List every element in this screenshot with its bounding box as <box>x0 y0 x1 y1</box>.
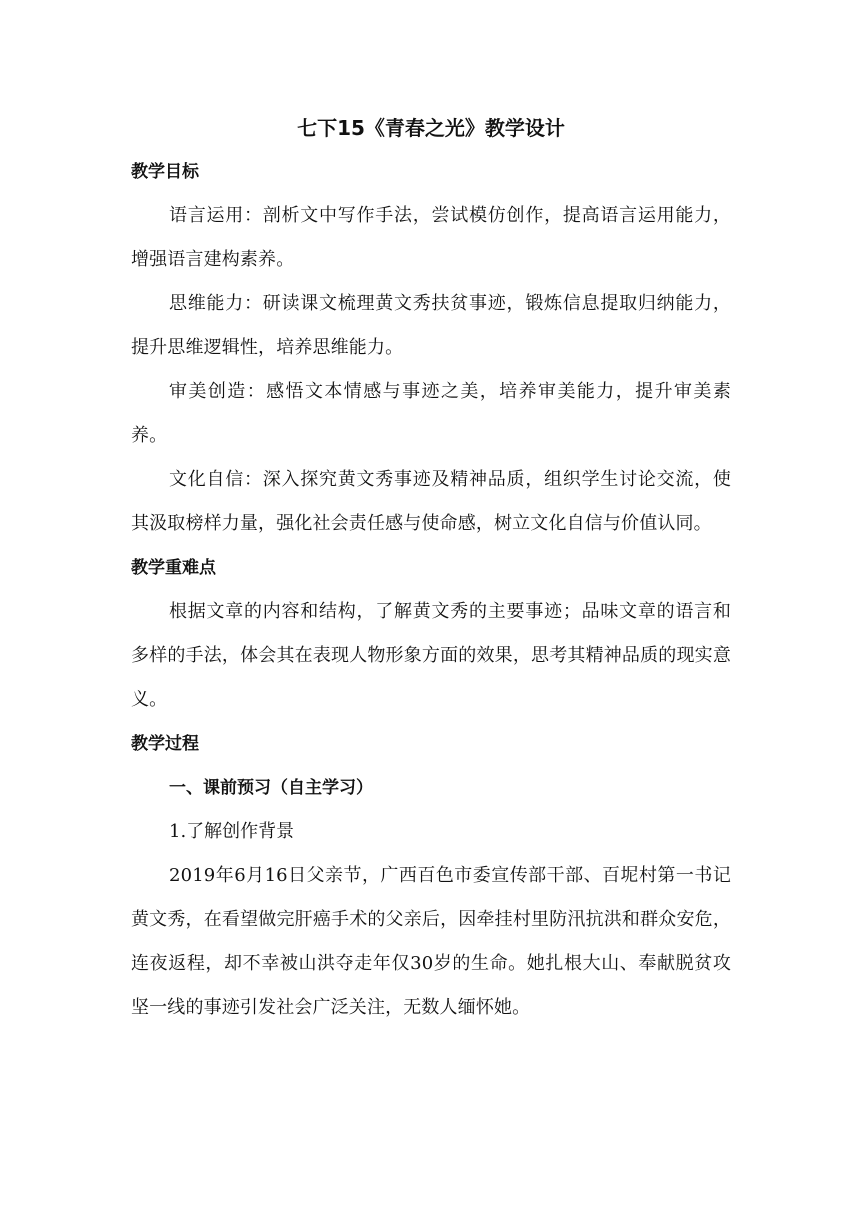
objective-culture: 文化自信：深入探究黄文秀事迹及精神品质，组织学生讨论交流，使其汲取榜样力量，强化社会责任感与使命感，树立文化自信与价值认同。 <box>131 469 731 534</box>
document-title: 七下15《青春之光》教学设计 <box>297 116 565 140</box>
objective-thinking: 思维能力：研读课文梳理黄文秀扶贫事迹，锻炼信息提取归纳能力，提升思维逻辑性，培养思维能力。 <box>131 293 731 358</box>
objective-aesthetics: 审美创造：感悟文本情感与事迹之美，培养审美能力，提升审美素养。 <box>131 381 731 446</box>
process-item-background: 1.了解创作背景 <box>169 821 295 842</box>
section-heading-objectives: 教学目标 <box>131 162 199 182</box>
objective-language: 语言运用：剖析文中写作手法，尝试模仿创作，提高语言运用能力，增强语言建构素养。 <box>131 205 731 270</box>
section-heading-process: 教学过程 <box>131 734 199 754</box>
background-paragraph: 2019年6月16日父亲节，广西百色市委宣传部干部、百坭村第一书记黄文秀，在看望做完肝癌手术的父亲后，因牵挂村里防汛抗洪和群众安危，连夜返程，却不幸被山洪夺走年仅30岁的生命。她扎根大山、奉献脱贫攻坚一线的事迹引发社会广泛关注，无数人缅怀她。 <box>131 865 731 1018</box>
section-heading-key-points: 教学重难点 <box>131 558 216 578</box>
process-subheading-preview: 一、课前预习（自主学习） <box>169 778 373 798</box>
document-page <box>131 108 731 1030</box>
key-points-paragraph: 根据文章的内容和结构，了解黄文秀的主要事迹；品味文章的语言和多样的手法，体会其在表现人物形象方面的效果，思考其精神品质的现实意义。 <box>131 601 731 710</box>
